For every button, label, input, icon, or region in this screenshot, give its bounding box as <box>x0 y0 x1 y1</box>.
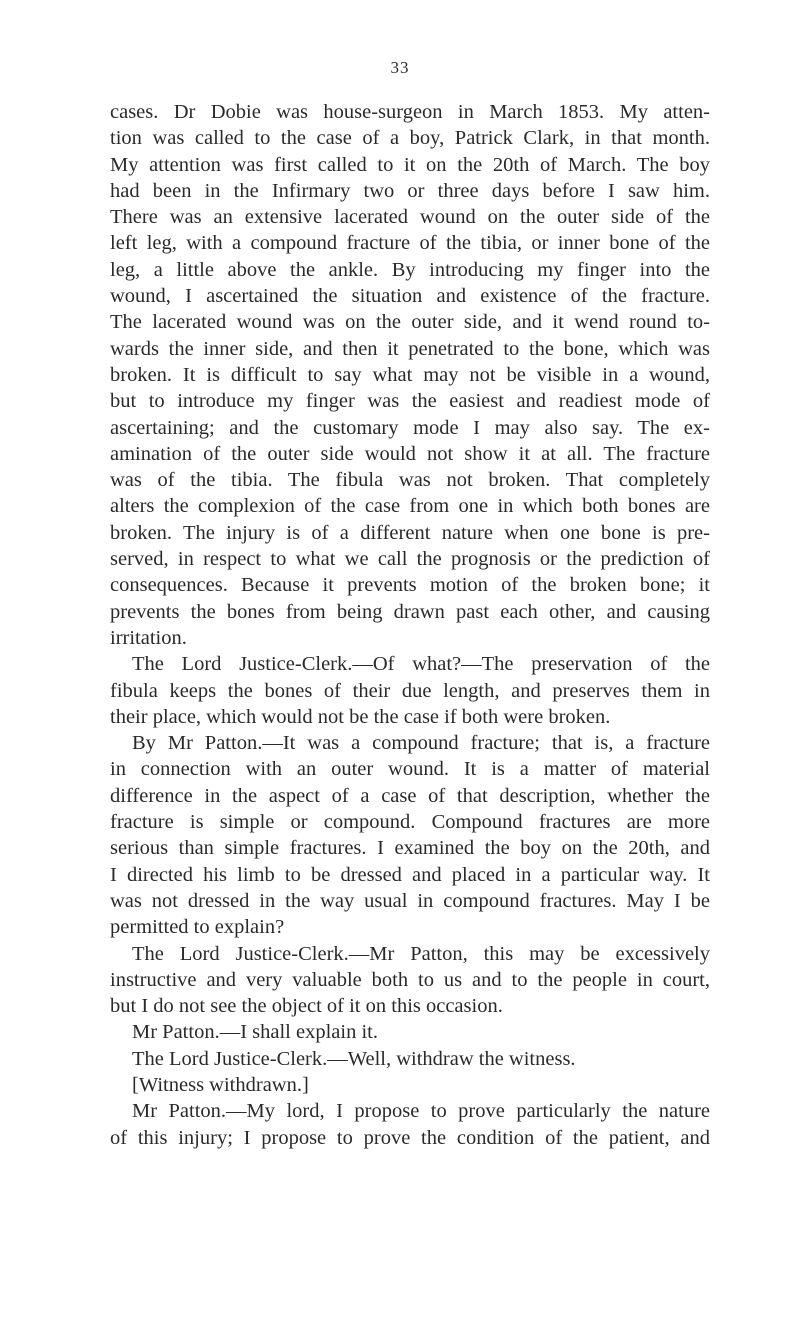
paragraph-lord-justice-clerk-objection <box>110 941 710 1020</box>
text-line: wound, I ascertained the situation and existence of the fracture. <box>110 285 710 308</box>
text-line: alters the complexion of the case from one in which both bones are <box>110 495 710 518</box>
text-line: The Lord Justice-Clerk.—Well, withdraw the witness. <box>132 1047 576 1070</box>
text-line: had been in the Infirmary two or three days before I saw him. <box>110 179 710 202</box>
paragraph-lord-justice-clerk-question <box>110 651 710 730</box>
text-line: My attention was first called to it on the 20th of March. The boy <box>110 153 710 176</box>
paragraph-withdraw-witness <box>110 1046 710 1072</box>
page-text <box>110 99 710 1151</box>
text-line: broken. It is difficult to say what may not be visible in a wound, <box>110 363 710 386</box>
text-line: leg, a little above the ankle. By introducing my finger into the <box>110 258 710 281</box>
text-line: [Witness withdrawn.] <box>132 1073 309 1096</box>
text-line: fibula keeps the bones of their due length, and preserves them in <box>110 679 710 702</box>
text-line: of this injury; I propose to prove the condition of the patient, and <box>110 1126 710 1149</box>
text-line: instructive and very valuable both to us and to the people in court, <box>110 968 710 991</box>
text-line: wards the inner side, and then it penetrated to the bone, which was <box>110 337 710 360</box>
text-line: was of the tibia. The fibula was not broken. That completely <box>110 469 710 492</box>
paragraph-patton-examination <box>110 730 710 940</box>
page-number: 33 <box>390 58 410 77</box>
text-line: left leg, with a compound fracture of the tibia, or inner bone of the <box>110 232 710 255</box>
text-line: There was an extensive lacerated wound on the outer side of the <box>110 206 710 229</box>
text-line: consequences. Because it prevents motion of the broken bone; it <box>110 574 710 597</box>
paragraph-dobie-testimony <box>110 99 710 651</box>
text-line: The Lord Justice-Clerk.—Mr Patton, this may be excessively <box>132 942 710 965</box>
text-line: By Mr Patton.—It was a compound fracture; that is, a fracture <box>132 732 710 755</box>
paragraph-patton-reply <box>110 1019 710 1045</box>
text-line: difference in the aspect of a case of that description, whether the <box>110 784 710 807</box>
text-line: amination of the outer side would not show it at all. The fracture <box>110 442 710 465</box>
text-line: was not dressed in the way usual in compound fractures. May I be <box>110 889 710 912</box>
text-line: their place, which would not be the case if both were broken. <box>110 705 611 728</box>
text-line: but I do not see the object of it on this occasion. <box>110 995 503 1018</box>
text-line: irritation. <box>110 626 187 649</box>
text-line: I directed his limb to be dressed and placed in a particular way. It <box>110 863 710 886</box>
text-line: in connection with an outer wound. It is a matter of material <box>110 758 710 781</box>
text-line: served, in respect to what we call the prognosis or the prediction of <box>110 548 710 571</box>
text-line: The Lord Justice-Clerk.—Of what?—The preservation of the <box>132 653 710 676</box>
paragraph-witness-withdrawn <box>110 1072 710 1098</box>
text-line: fracture is simple or compound. Compound fractures are more <box>110 811 710 834</box>
text-line: tion was called to the case of a boy, Patrick Clark, in that month. <box>110 127 710 150</box>
text-line: Mr Patton.—My lord, I propose to prove particularly the nature <box>132 1100 710 1123</box>
text-line: The lacerated wound was on the outer side, and it wend round to- <box>110 311 710 334</box>
text-line: permitted to explain? <box>110 916 285 939</box>
text-line: serious than simple fractures. I examined the boy on the 20th, and <box>110 837 710 860</box>
text-line: ascertaining; and the customary mode I may also say. The ex- <box>110 416 710 439</box>
text-line: broken. The injury is of a different nature when one bone is pre- <box>110 521 710 544</box>
text-line: Mr Patton.—I shall explain it. <box>132 1021 378 1044</box>
text-line: prevents the bones from being drawn past each other, and causing <box>110 600 710 623</box>
text-line: but to introduce my finger was the easiest and readiest mode of <box>110 390 710 413</box>
paragraph-patton-proposal <box>110 1098 710 1151</box>
text-line: cases. Dr Dobie was house-surgeon in March 1853. My atten- <box>110 101 710 123</box>
